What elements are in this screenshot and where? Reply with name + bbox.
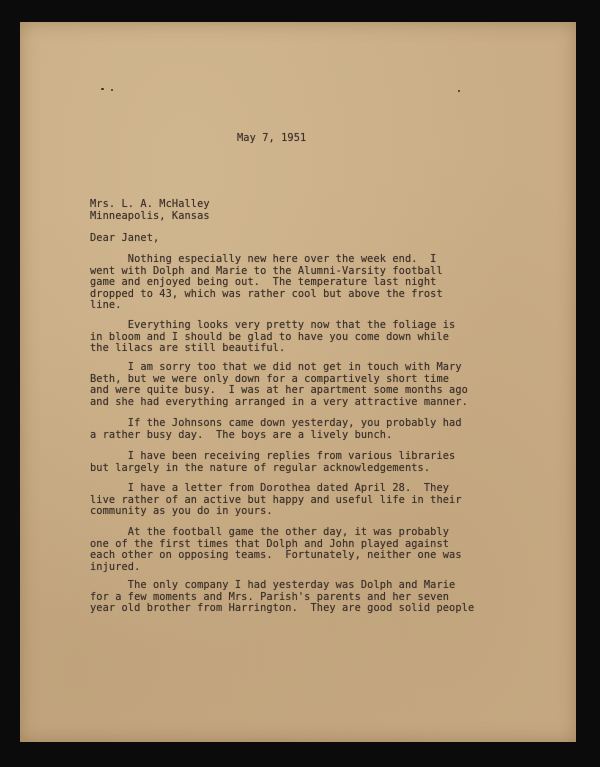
text-line: Everything looks very pretty now that the foliage is: [90, 319, 456, 331]
address-line: Minneapolis, Kansas: [90, 209, 210, 222]
text-line: dropped to 43, which was rather cool but above the frost: [90, 287, 443, 300]
text-line: went with Dolph and Marie to the Alumni-Varsity football: [90, 264, 443, 277]
text-line: for a few moments and Mrs. Parish's parents and her seven: [90, 590, 450, 603]
text-line: The only company I had yesterday was Dolph and Marie: [90, 579, 456, 591]
text-line: in bloom and I should be glad to have you come down while: [90, 330, 450, 343]
paragraph: [90, 580, 474, 615]
text-line: injured.: [90, 560, 141, 573]
ink-speck: [101, 88, 104, 90]
text-line: game and enjoyed being out. The temperature last night: [90, 276, 437, 289]
recipient-address: [90, 199, 210, 222]
text-line: line.: [90, 299, 122, 312]
text-line: Nothing especially new here over the week end. I: [90, 253, 437, 265]
paragraph: [90, 320, 455, 355]
paragraph: [90, 254, 443, 312]
paragraph: [90, 451, 455, 474]
text-line: each other on opposing teams. Fortunately, neither one was: [90, 549, 462, 562]
salutation: Dear Janet,: [90, 232, 160, 244]
text-line: I have been receiving replies from various libraries: [90, 450, 456, 462]
text-line: a rather busy day. The boys are a lively bunch.: [90, 428, 393, 441]
text-line: If the Johnsons came down yesterday, you probably had: [90, 417, 462, 429]
text-line: community as you do in yours.: [90, 505, 273, 518]
text-line: and were quite busy. I was at her apartment some months ago: [90, 384, 468, 397]
text-line: Beth, but we were only down for a compartively short time: [90, 372, 450, 385]
paragraph: [90, 362, 468, 408]
text-line: live rather of an active but happy and useful life in their: [90, 493, 462, 506]
text-line: I have a letter from Dorothea dated April 28. They: [90, 482, 450, 494]
text-line: but largely in the nature of regular acknowledgements.: [90, 461, 431, 474]
text-line: At the football game the other day, it was probably: [90, 526, 450, 538]
ink-speck: [458, 90, 460, 92]
text-line: the lilacs are still beautiful.: [90, 342, 286, 355]
paragraph: [90, 527, 462, 573]
letter-date: May 7, 1951: [237, 132, 307, 144]
text-line: I am sorry too that we did not get in touch with Mary: [90, 361, 462, 373]
address-line: Mrs. L. A. McHalley: [90, 198, 210, 210]
text-line: and she had everything arranged in a very attractive manner.: [90, 395, 468, 408]
paragraph: [90, 483, 462, 518]
text-line: one of the first times that Dolph and John played against: [90, 537, 450, 550]
paragraph: [90, 418, 462, 441]
text-line: year old brother from Harrington. They are good solid people: [90, 602, 475, 615]
ink-speck: [111, 89, 113, 91]
